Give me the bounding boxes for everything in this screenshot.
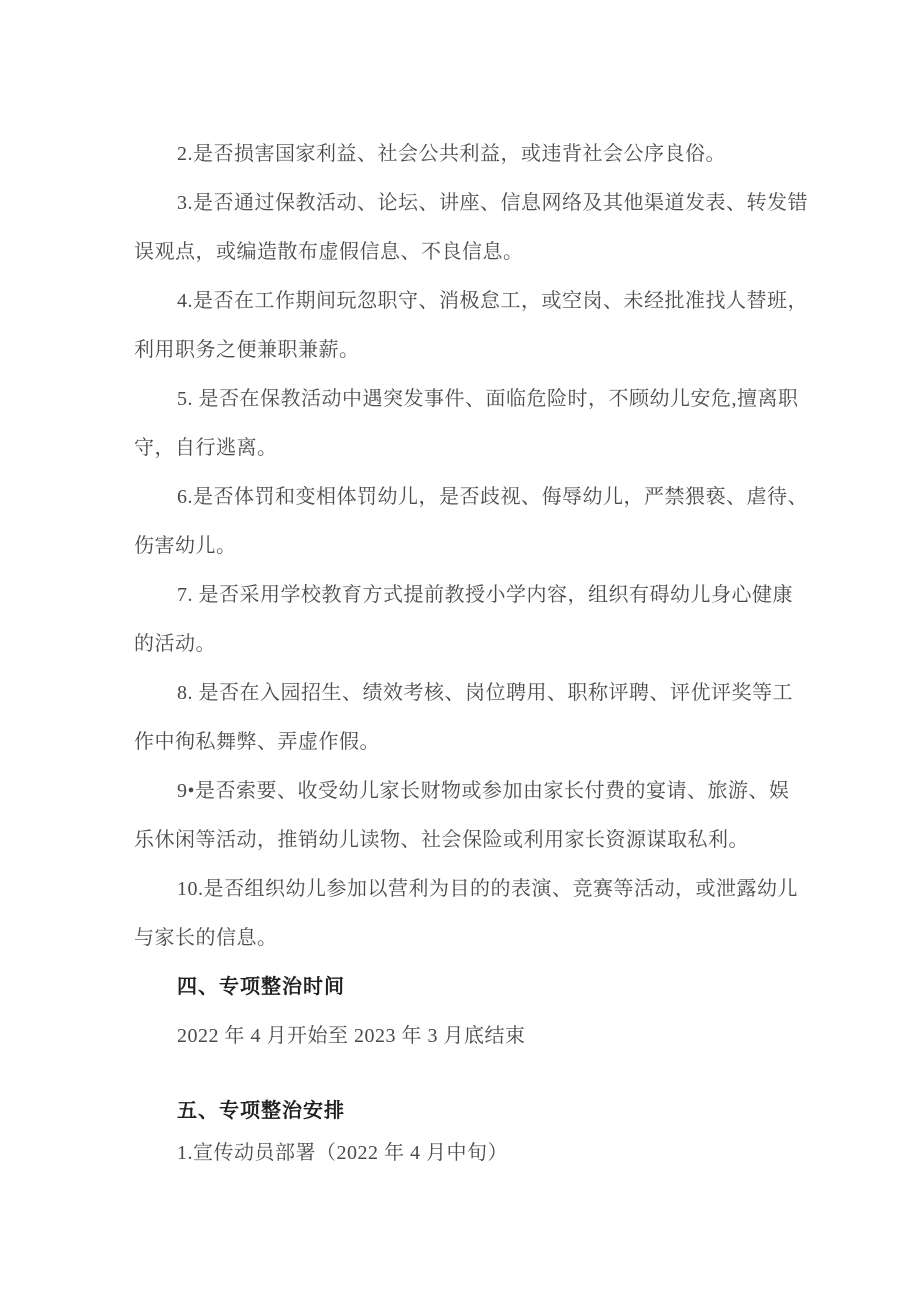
paragraph (134, 571, 834, 669)
paragraph (134, 865, 834, 963)
paragraph-line: 4.是否在工作期间玩忽职守、消极怠工，或空岗、未经批准找人替班， (177, 290, 808, 312)
paragraph (134, 669, 834, 767)
paragraph-line: 5. 是否在保教活动中遇突发事件、面临危险时，不顾幼儿安危,擅离职 (177, 388, 799, 410)
paragraph-line: 7. 是否采用学校教育方式提前教授小学内容，组织有碍幼儿身心健康 (177, 584, 793, 606)
paragraph-line: 3.是否通过保教活动、论坛、讲座、信息网络及其他渠道发表、转发错 (177, 192, 808, 214)
paragraph-line: 6.是否体罚和变相体罚幼儿，是否歧视、侮辱幼儿，严禁猥亵、虐待、 (177, 486, 808, 508)
paragraph (134, 1136, 834, 1170)
paragraph (134, 375, 834, 473)
paragraph-line: 2.是否损害国家利益、社会公共利益，或违背社会公序良俗。 (177, 143, 726, 165)
document-body (134, 130, 834, 1170)
paragraph-line: 8. 是否在入园招生、绩效考核、岗位聘用、职称评聘、评优评奖等工 (177, 682, 793, 704)
paragraph-line: 误观点，或编造散布虚假信息、不良信息。 (134, 241, 524, 263)
paragraph-line: 9•是否索要、收受幼儿家长财物或参加由家长付费的宴请、旅游、娱 (177, 780, 790, 802)
paragraph-line: 乐休闲等活动，推销幼儿读物、社会保险或利用家长资源谋取私利。 (134, 829, 749, 851)
paragraph-line: 的活动。 (134, 633, 216, 655)
paragraph (134, 473, 834, 571)
paragraph-line: 伤害幼儿。 (134, 535, 237, 557)
paragraph (134, 767, 834, 865)
paragraph-line: 与家长的信息。 (134, 927, 278, 949)
paragraph-line: 作中徇私舞弊、弄虚作假。 (134, 731, 380, 753)
paragraph-line: 10.是否组织幼儿参加以营利为目的的表演、竞赛等活动，或泄露幼儿 (177, 878, 798, 900)
section-heading (134, 1087, 834, 1136)
paragraph (134, 1012, 834, 1061)
paragraph-line: 利用职务之便兼职兼薪。 (134, 339, 360, 361)
paragraph-line: 2022 年 4 月开始至 2023 年 3 月底结束 (177, 1025, 526, 1047)
heading-text: 四、专项整治时间 (177, 976, 345, 998)
paragraph (134, 277, 834, 375)
heading-text: 五、专项整治安排 (177, 1100, 345, 1122)
paragraph (134, 130, 834, 179)
paragraph-line: 守，自行逃离。 (134, 437, 278, 459)
paragraph (134, 179, 834, 277)
section-heading (134, 963, 834, 1012)
paragraph-line: 1.宣传动员部署（2022 年 4 月中旬） (177, 1142, 508, 1164)
